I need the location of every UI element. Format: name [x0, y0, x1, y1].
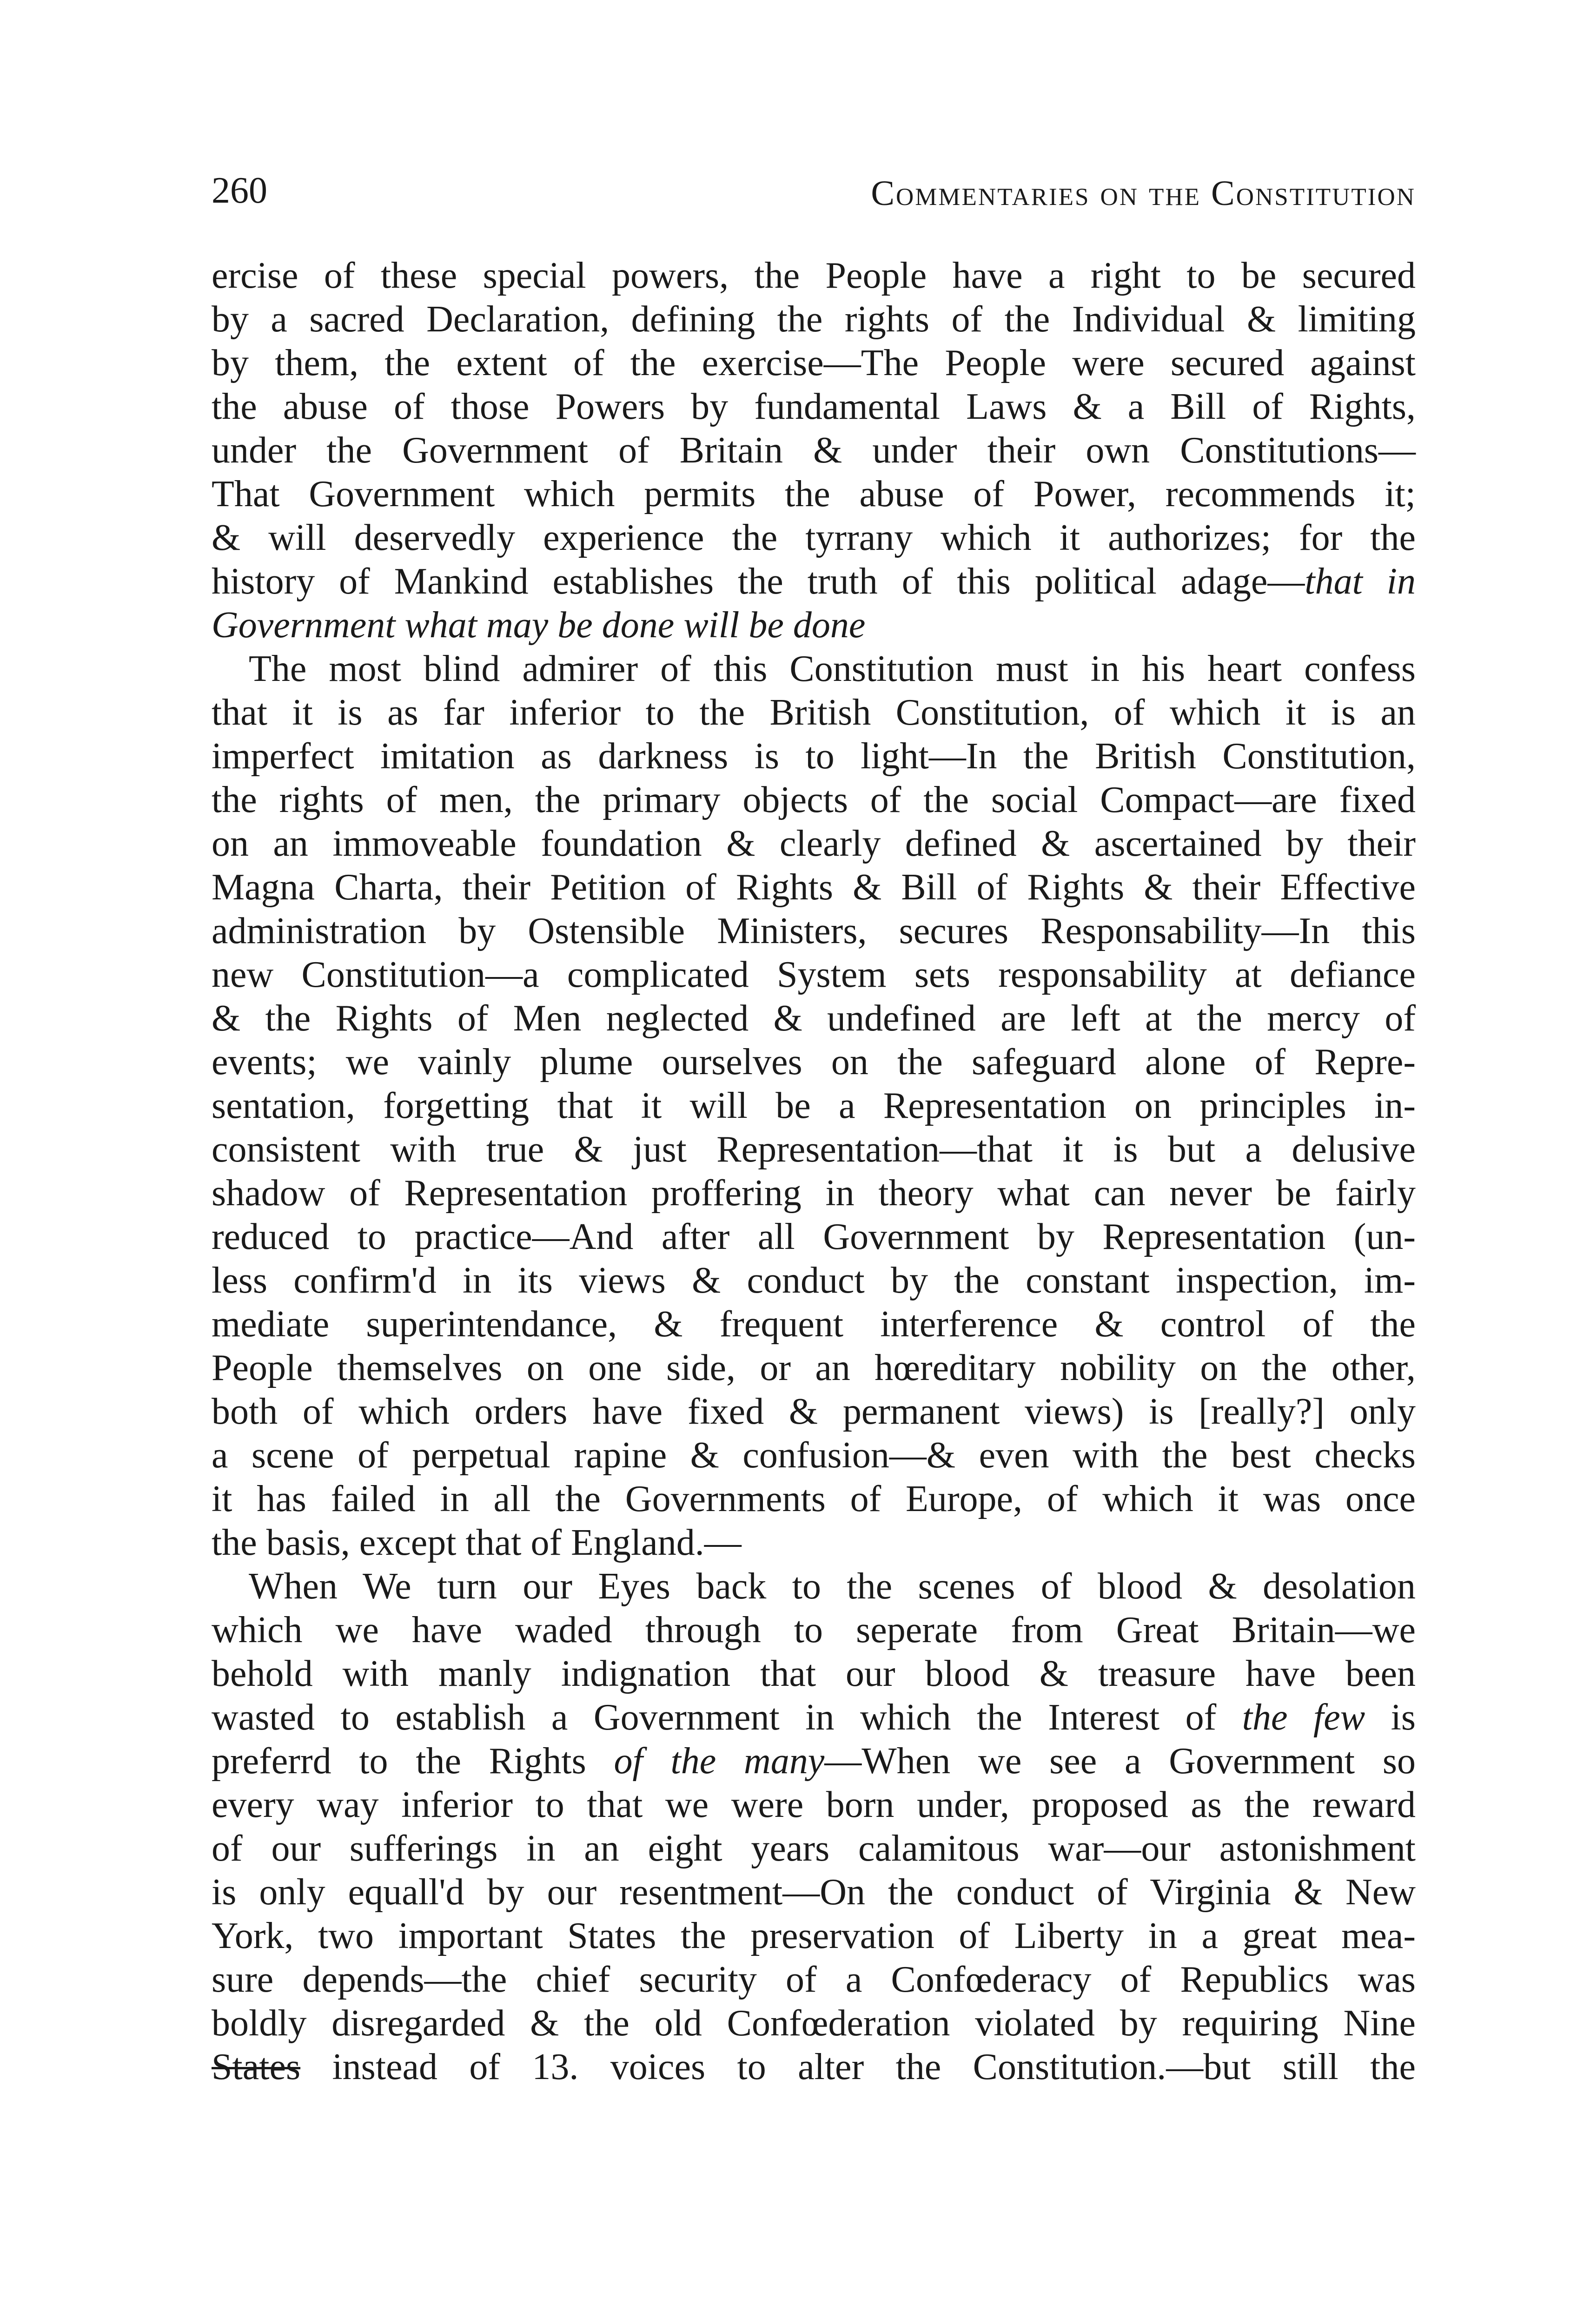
page-number: 260 — [212, 170, 267, 211]
line-text: a scene of perpetual rapine & confusion—& even with the best checks — [212, 1435, 1416, 1476]
text-line — [212, 1652, 1416, 1696]
line-text: the abuse of those Powers by fundamental Laws & a Bill of Rights, — [212, 386, 1416, 427]
text-line — [212, 1215, 1416, 1259]
line-text: is only equall'd by our resentment—On the conduct of Virginia & New — [212, 1872, 1416, 1913]
text-line — [212, 822, 1416, 865]
text-line — [212, 1259, 1416, 1302]
line-text: new Constitution—a complicated System sets responsability at defiance — [212, 954, 1416, 995]
line-text: People themselves on one side, or an hœreditary nobility on the other, — [212, 1347, 1416, 1388]
text-line — [212, 1608, 1416, 1652]
text-line — [212, 2001, 1416, 2045]
struck-text: States — [212, 2047, 301, 2087]
line-text: & will deservedly experience the tyrrany which it authorizes; for the — [212, 517, 1416, 558]
line-text: that it is as far inferior to the British Constitution, of which it is an — [212, 692, 1416, 733]
text-line — [212, 865, 1416, 909]
line-text: wasted to establish a Government in which the Interest of — [212, 1697, 1242, 1738]
text-line — [212, 778, 1416, 822]
line-text: both of which orders have fixed & permanent views) is [really?] only — [212, 1391, 1416, 1432]
running-head — [212, 167, 1416, 218]
text-line — [212, 1521, 1416, 1565]
text-line — [212, 385, 1416, 429]
text-line — [212, 997, 1416, 1040]
line-text: the basis, except that of England.— — [212, 1522, 742, 1563]
paragraph — [212, 254, 1416, 647]
body-text — [212, 254, 1416, 2089]
line-text: which we have waded through to seperate from Great Britain—we — [212, 1610, 1416, 1651]
line-text: The most blind admirer of this Constitution must in his heart confess — [249, 648, 1416, 689]
line-text: preferrd to the Rights — [212, 1741, 614, 1782]
line-text: reduced to practice—And after all Government by Representation (un- — [212, 1216, 1416, 1257]
text-line — [212, 1958, 1416, 2001]
line-text: Magna Charta, their Petition of Rights & Bill of Rights & their Effective — [212, 867, 1416, 908]
text-line — [212, 909, 1416, 953]
line-text: by a sacred Declaration, defining the rights of the Individual & limiting — [212, 299, 1416, 340]
text-line — [212, 1346, 1416, 1390]
line-text: on an immoveable foundation & clearly defined & ascertained by their — [212, 823, 1416, 864]
text-line — [212, 1477, 1416, 1521]
line-text: mediate superintendance, & frequent interference & control of the — [212, 1304, 1416, 1345]
line-text: consistent with true & just Representation—that it is but a delusive — [212, 1129, 1416, 1170]
line-text: That Government which permits the abuse of Power, recommends it; — [212, 474, 1416, 515]
line-text: under the Government of Britain & under their own Constitutions— — [212, 430, 1416, 471]
line-text: it has failed in all the Governments of Europe, of which it was once — [212, 1479, 1416, 1519]
text-line — [212, 1302, 1416, 1346]
line-text: —When we see a Government so — [824, 1741, 1416, 1782]
text-line — [212, 1870, 1416, 1914]
text-line — [212, 691, 1416, 734]
text-line — [212, 1914, 1416, 1958]
line-text: imperfect imitation as darkness is to light—In the British Constitution, — [212, 736, 1416, 777]
line-text: ercise of these special powers, the People have a right to be secured — [212, 255, 1416, 296]
line-text: sure depends—the chief security of a Confœderacy of Republics was — [212, 1959, 1416, 2000]
line-text: every way inferior to that we were born under, proposed as the reward — [212, 1784, 1416, 1825]
text-line — [212, 1565, 1416, 1608]
text-line — [212, 1739, 1416, 1783]
text-line — [212, 297, 1416, 341]
line-text: administration by Ostensible Ministers, secures Responsability—In this — [212, 911, 1416, 951]
text-line — [212, 953, 1416, 997]
text-line — [212, 1696, 1416, 1739]
line-text: of our sufferings in an eight years calamitous war—our astonishment — [212, 1828, 1416, 1869]
text-line — [212, 2045, 1416, 2089]
text-line — [212, 1783, 1416, 1827]
italic-text: Government what may be done will be done — [212, 605, 866, 646]
text-line — [212, 1827, 1416, 1870]
text-line — [212, 1128, 1416, 1171]
text-line — [212, 341, 1416, 385]
line-text: York, two important States the preservation of Liberty in a great mea- — [212, 1915, 1416, 1956]
text-line — [212, 254, 1416, 297]
text-line — [212, 1084, 1416, 1128]
text-line — [212, 516, 1416, 560]
text-line — [212, 1171, 1416, 1215]
italic-text: the few — [1242, 1697, 1365, 1738]
text-line — [212, 647, 1416, 691]
text-line — [212, 472, 1416, 516]
paragraph — [212, 1565, 1416, 2089]
running-title: Commentaries on the Constitution — [871, 174, 1416, 213]
line-text: instead of 13. voices to alter the Constitution.—but still the — [300, 2047, 1416, 2087]
line-text: events; we vainly plume ourselves on the safeguard alone of Repre- — [212, 1042, 1416, 1083]
line-text: less confirm'd in its views & conduct by the constant inspection, im- — [212, 1260, 1416, 1301]
line-text: by them, the extent of the exercise—The People were secured against — [212, 343, 1416, 383]
text-line — [212, 560, 1416, 603]
text-line — [212, 603, 1416, 647]
line-text: history of Mankind establishes the truth of this political adage— — [212, 561, 1305, 602]
text-line — [212, 1040, 1416, 1084]
line-text: is — [1365, 1697, 1416, 1738]
text-line — [212, 1390, 1416, 1433]
line-text: the rights of men, the primary objects of the social Compact—are fixed — [212, 779, 1416, 820]
text-line — [212, 734, 1416, 778]
paragraph — [212, 647, 1416, 1565]
line-text: & the Rights of Men neglected & undefined are left at the mercy of — [212, 998, 1416, 1039]
line-text: When We turn our Eyes back to the scenes of blood & desolation — [249, 1566, 1416, 1607]
line-text: boldly disregarded & the old Confœderation violated by requiring Nine — [212, 2003, 1416, 2044]
text-line — [212, 1433, 1416, 1477]
text-line — [212, 429, 1416, 472]
italic-text: that in — [1305, 561, 1416, 602]
line-text: behold with manly indignation that our blood & treasure have been — [212, 1653, 1416, 1694]
line-text: sentation, forgetting that it will be a Representation on principles in- — [212, 1085, 1416, 1126]
italic-text: of the many — [614, 1741, 825, 1782]
line-text: shadow of Representation proffering in theory what can never be fairly — [212, 1173, 1416, 1214]
